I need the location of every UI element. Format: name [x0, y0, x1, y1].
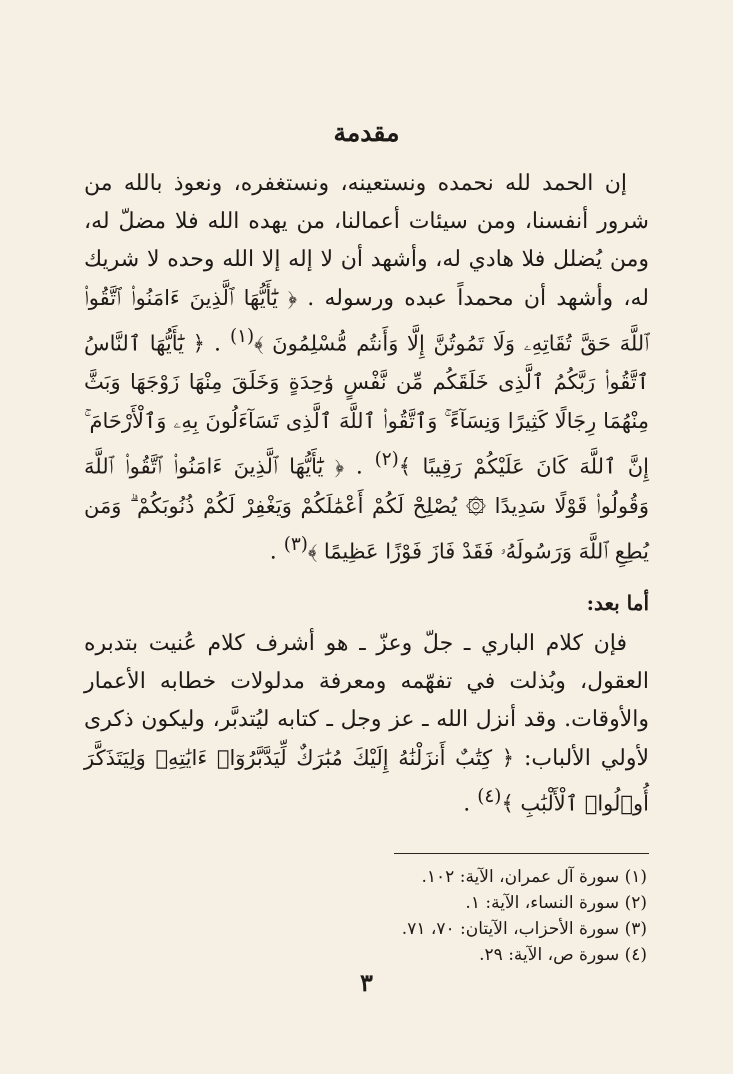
page-number: ٣ [360, 968, 373, 997]
body-end: . [463, 791, 478, 817]
section-subheading: أما بعد: [586, 590, 649, 615]
intro-text: إن الحمد لله نحمده ونستعينه، ونستغفره، ونعوذ بالله من شرور أنفسنا، ومن سيئات أعمالنا، من يهده الله فلا مضلّ له، ومن يُضلل فلا هادي له، وأشهد أن لا إله إلا الله وحده لا شريك له، وأشهد أن محمداً عبده ورسوله . [84, 171, 649, 311]
footnote-ref-1: (١) [229, 326, 255, 347]
body-paragraph [84, 625, 649, 823]
quran-verse-1: ﴿ يَٰٓأَيُّهَا ٱلَّذِينَ ءَامَنُوا۟ ٱتَّقُوا۟ ٱللَّهَ حَقَّ تُقَاتِهِۦ وَلَا تَمُوتُنَّ إِلَّا وَأَنتُم مُّسْلِمُونَ ﴾ [84, 286, 649, 356]
footnote-ref-3: (٣) [283, 533, 308, 555]
footnotes [84, 864, 649, 968]
quran-verse-2: ﴿ يَٰٓأَيُّهَا ٱلنَّاسُ ٱتَّقُوا۟ رَبَّكُمُ ٱلَّذِى خَلَقَكُم مِّن نَّفْسٍ وَٰحِدَةٍ وَخَلَقَ مِنْهَا زَوْجَهَا وَبَثَّ مِنْهُمَا رِجَالًا كَثِيرًا وَنِسَآءً ۚ وَٱتَّقُوا۟ ٱللَّهَ ٱلَّذِى تَسَآءَلُونَ بِهِۦ وَٱلْأَرْحَامَ ۚ إِنَّ ٱللَّهَ كَانَ عَلَيْكُمْ رَقِيبًا ﴾ [84, 331, 649, 479]
footnote-4: (٤) سورة ص، الآية: ٢٩. [479, 945, 647, 966]
page-title: مقدمة [333, 118, 400, 147]
footnote-ref-2: (٢) [374, 449, 399, 471]
footnote-3: (٣) سورة الأحزاب، الآيتان: ٧٠، ٧١. [401, 919, 647, 940]
footnote-ref-4: (٤) [477, 785, 502, 807]
body-text: فإن كلام الباري ـ جلّ وعزّ ـ هو أشرف كلام عُنيت بتدبره العقول، وبُذلت في تفهّمه ومعرفة مدلولات خطابه الأعمار والأوقات. وقد أنزل الله ـ عز وجل ـ كتابه ليُتدبَّر، وليكون ذكرى لأولي الألباب: [84, 630, 649, 771]
footnote-1: (١) سورة آل عمران، الآية: ١٠٢. [421, 867, 647, 888]
footnote-divider [394, 853, 649, 854]
intro-end: . [269, 538, 284, 564]
intro-paragraph [84, 165, 649, 571]
quran-verse-4: ﴿ كِتَٰبٌ أَنزَلْنَٰهُ إِلَيْكَ مُبَٰرَكٌ لِّيَدَّبَّرُوٓا۟ ءَايَٰتِهِۦ وَلِيَتَذَكَّرَ أُو۟لُوا۟ ٱلْأَلْبَٰبِ ﴾ [84, 745, 649, 816]
separator-2: . [344, 454, 375, 480]
footnote-2: (٢) سورة النساء، الآية: ١. [465, 893, 647, 914]
quran-verse-3: ﴿ يَٰٓأَيُّهَا ٱلَّذِينَ ءَامَنُوا۟ ٱتَّقُوا۟ ٱللَّهَ وَقُولُوا۟ قَوْلًا سَدِيدًا ۞ يُصْلِحْ لَكُمْ أَعْمَٰلَكُمْ وَيَغْفِرْ لَكُمْ ذُنُوبَكُمْ ۗ وَمَن يُطِعِ ٱللَّهَ وَرَسُولَهُۥ فَقَدْ فَازَ فَوْزًا عَظِيمًا ﴾ [84, 454, 649, 563]
separator-1: . [204, 331, 230, 357]
